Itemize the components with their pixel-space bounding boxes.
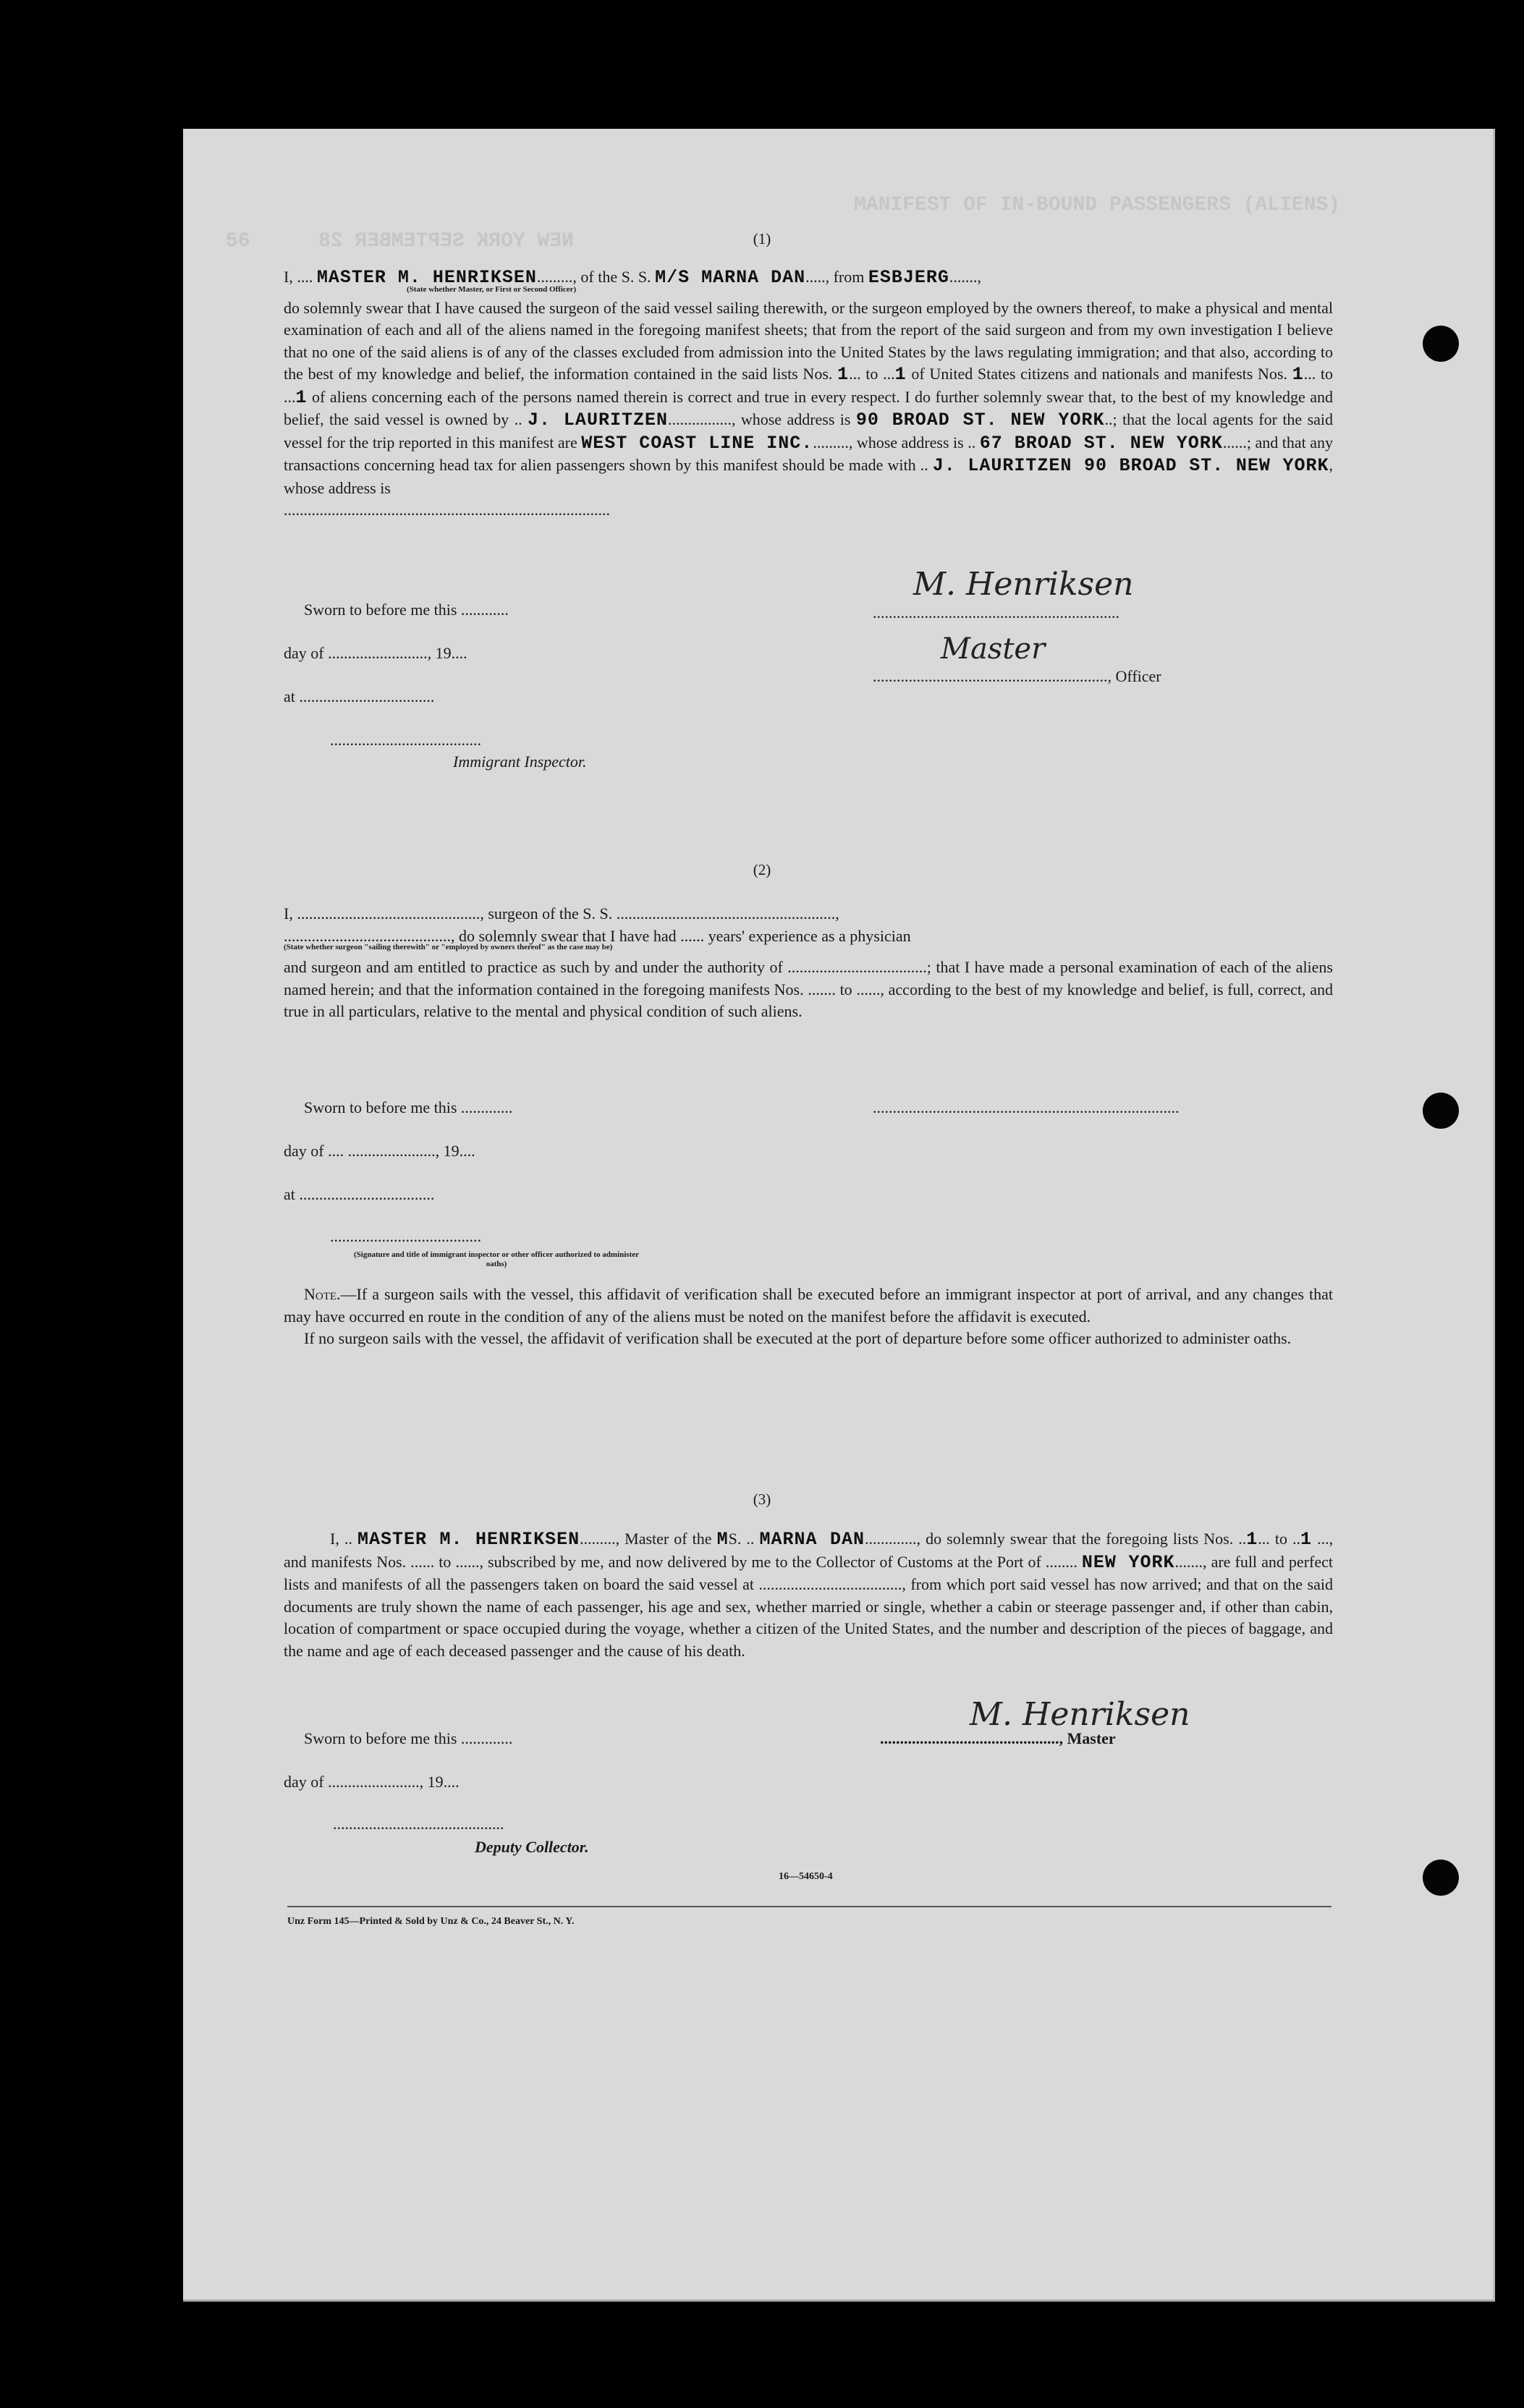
officer-line: ..........................................................., Officer [873,667,1161,685]
bleed-through-page: 56 [226,230,250,253]
master-name: MASTER M. HENRIKSEN [316,267,537,288]
note-label: Note. [304,1285,341,1303]
signature-caption: (Signature and title of immigrant inspector or other officer authorized to administer oaths) [353,1250,640,1268]
collector-signature-line: ........................................... [333,1815,504,1833]
officer-note: (State whether Master, or First or Second Officer) [407,284,577,294]
section-2-number: (2) [753,861,771,878]
master-signature-line: ............................................., Master [880,1729,1116,1747]
day-line: day of ......................., 19.... [284,1773,460,1791]
rank-signature: Master [941,632,1046,666]
surgeon-note-block: Note.—If a surgeon sails with the vessel, this affidavit of verification shall be executed before an immigrant inspector at port of arrival, and any changes that may have occurred en route in the condition of any of the aliens must be noted on the manifest before the affidavit is executed. If no surgeon sails with the vessel, the affidavit of verification shall be executed at the port of departure before some officer authorized to administer oaths. [284,1284,1333,1350]
punch-hole [1423,1093,1459,1129]
master-signature: M. Henriksen [970,1696,1190,1733]
inspector-signature-line: ...................................... [330,1227,481,1245]
surgeon-signature-line: ............................................................................. [873,1098,1180,1116]
dot-line: .................................................................................. [284,501,610,519]
owner-name: J. LAURITZEN [528,410,668,431]
form-number: 16—54650-4 [779,1871,833,1882]
departure-port: ESBJERG [868,267,949,288]
printer-imprint: Unz Form 145—Printed & Sold by Unz & Co., 24 Beaver St., N. Y. [287,1916,575,1927]
punch-hole [1423,326,1459,362]
agent-name: WEST COAST LINE INC. [581,432,813,454]
sworn-line: Sworn to before me this ............. [304,1098,513,1116]
section-3-number: (3) [753,1491,771,1508]
footer-rule [287,1906,1332,1907]
agent-address: 67 BROAD ST. NEW YORK [979,432,1223,454]
surgeon-oath-paragraph: and surgeon and am entitled to practice as such by and under the authority of ...................................; that I have made a personal examination of each of the aliens named herein; and that the information contained in the foregoing manifests Nos. ....... to ......, according to the best of my knowledge and belief, is full, correct, and true in all particulars, relative to the mental and physical condition of such aliens. [284,958,1333,1020]
sworn-line: Sworn to before me this ............ [304,601,509,619]
section-1-number: (1) [753,230,771,247]
inspector-signature-line: ...................................... [330,731,481,749]
master-signature: M. Henriksen [913,566,1134,603]
inspector-title: Immigrant Inspector. [453,752,587,771]
at-line: at .................................. [284,1185,435,1203]
day-line: day of ........................., 19.... [284,644,467,662]
head-tax-contact: J. LAURITZEN 90 BROAD ST. NEW YORK [932,455,1329,476]
experience-line: .........................................., do solemnly swear that I have had ...... years' experience as a physician [284,926,911,945]
section-1 [284,266,1333,522]
collector-title: Deputy Collector. [475,1838,589,1856]
affiant-line: I, .... MASTER M. HENRIKSEN........., of the S. S. M/S MARNA DAN....., from ESBJERG......., [284,267,981,288]
vessel-name: M/S MARNA DAN [655,267,806,288]
bleed-through-line: NEW YORK SEPTEMBER 28 [318,230,574,253]
sworn-line: Sworn to before me this ............. [304,1729,513,1747]
master-signature-line: .............................................................. [873,603,1119,622]
arrival-port: NEW YORK [1081,1551,1175,1573]
oath-paragraph: do solemnly swear that I have caused the surgeon of the said vessel sailing therewith, or the surgeon employed by the owners thereof, to make a physical and mental examination of each and all of the aliens named in the foregoing manifest sheets; that from the report of the said surgeon and from my own investigation I believe that no one of the said aliens is of any of the classes excluded from admission into the United States by the laws regulating immigration; and that also, according to the best of my knowledge and belief, the information contained in the said lists Nos. 1... to ...1 of United States citizens and nationals and manifests Nos. 1... to ...1 of aliens concerning each of the persons named therein is correct and true in every respect. I do further solemnly swear that, to the best of my knowledge and belief, the said vessel is owned by .. J. LAURITZEN................, whose address is 90 BROAD ST. NEW YORK..; that the local agents for the said vessel for the trip reported in this manifest are WEST COAST LINE INC.........., whose address is .. 67 BROAD ST. NEW YORK......; and that any transactions concerning head tax for alien passengers shown by this manifest should be made with .. J. LAURITZEN 90 BROAD ST. NEW YORK, whose address is [284,298,1334,497]
master-name: MASTER M. HENRIKSEN [357,1529,580,1550]
punch-hole [1423,1860,1459,1896]
section-3 [284,1528,1333,1662]
master-oath-paragraph: I, .. MASTER M. HENRIKSEN........., Master of the MS. .. MARNA DAN............., do solemnly swear that the foregoing lists Nos. ..1... to ..1 ..., and manifests Nos. ...... to ......, subscribed by me, and now delivered by me to the Collector of Customs at the Port of ........ NEW YORK......., are full and perfect lists and manifests of all the passengers taken on board the said vessel at ...................................., from which port said vessel has now arrived; and that on the said documents are truly shown the name of each passenger, his age and sex, whether married or single, whether a cabin or steerage passenger and, if other than cabin, location of compartment or space occupied during the voyage, whether a citizen of the United States, and the number and description of the pieces of baggage, and the name and age of each deceased passenger and the cause of his death. [284,1529,1334,1660]
note-paragraph: If no surgeon sails with the vessel, the affidavit of verification shall be executed at the port of departure before some officer authorized to administer oaths. [304,1329,1292,1347]
section-2 [284,903,1333,1023]
owner-address: 90 BROAD ST. NEW YORK [855,410,1105,431]
ship-name: MARNA DAN [759,1529,865,1550]
at-line: at .................................. [284,687,435,705]
surgeon-note: (State whether surgeon "sailing therewith" or "employed by owners thereof" as the case may be) [284,943,613,951]
bleed-through-line: MANIFEST OF IN-BOUND PASSENGERS (ALIENS) [854,194,1341,216]
day-line: day of .... ......................, 19.... [284,1142,475,1160]
surgeon-line: I, .............................................., surgeon of the S. S. ......................................................., [284,904,839,923]
